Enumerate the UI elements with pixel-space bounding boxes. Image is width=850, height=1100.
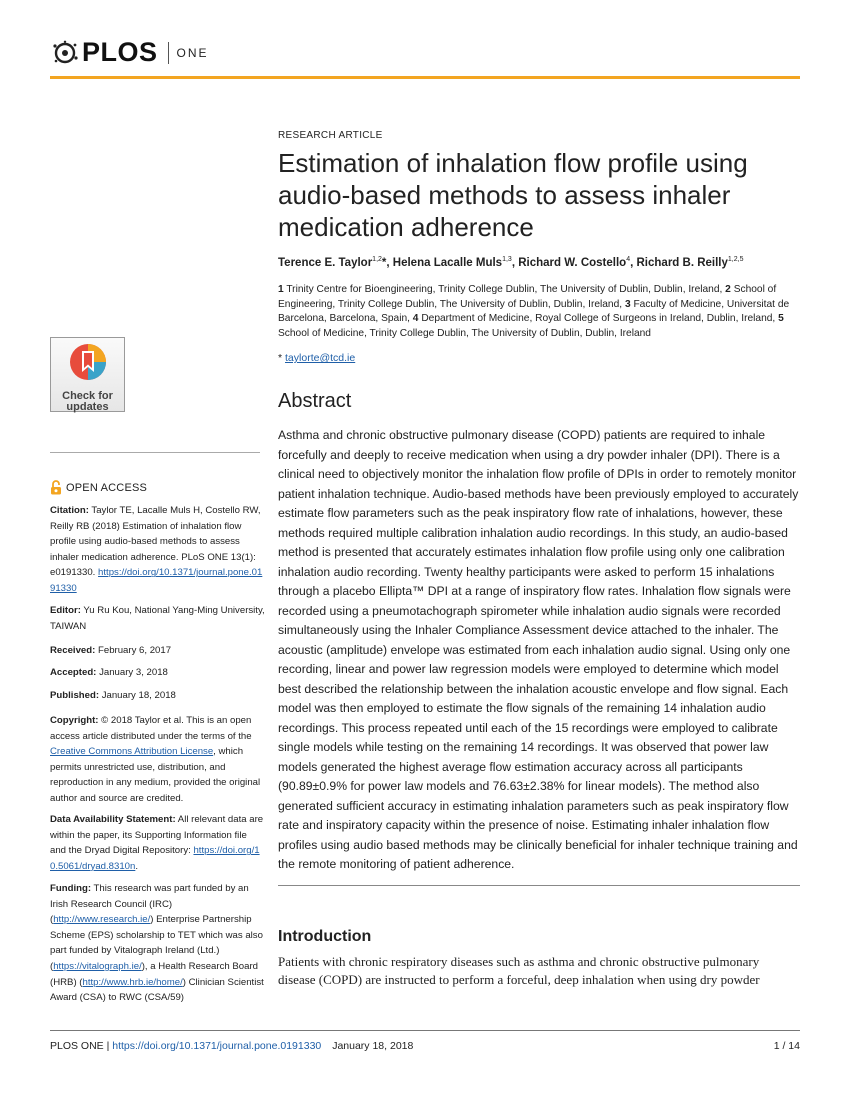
citation-block [50, 503, 265, 597]
affiliation-text: School of Medicine, Trinity College Dublin, The University of Dublin, Dublin, Ireland [278, 327, 651, 339]
affiliation-text: School of Engineering, Trinity College Dublin, The University of Dublin, Dublin, Ireland, [278, 284, 777, 310]
hrb-link[interactable]: http://www.hrb.ie/home/ [82, 976, 183, 988]
bookmark-icon [68, 342, 108, 382]
data-availability-text: All relevant data are within the paper, its Supporting Information file and the Dryad Digital Repository: [50, 814, 264, 857]
footer-journal: PLOS ONE [50, 1040, 104, 1052]
journal-name: ONE [176, 45, 209, 60]
citation-label: Citation: [50, 505, 89, 516]
funding-text-4: ) Clinician Scientist Award (CSA) to RWC (CSA/59) [50, 976, 264, 1004]
footer-rule [50, 1030, 800, 1031]
affiliation-text: Trinity Centre for Bioengineering, Trinity College Dublin, The University of Dublin, Dublin, Ireland, [286, 284, 726, 295]
author-separator: , [630, 256, 637, 269]
affiliation-number: 1 [278, 284, 284, 295]
citation-doi-link[interactable]: https://doi.org/10.1371/journal.pone.0191330 [50, 567, 263, 594]
author-name[interactable]: Helena Lacalle Muls [392, 256, 503, 269]
abstract-heading: Abstract [278, 390, 352, 412]
published-date: January 18, 2018 [101, 690, 176, 701]
footer [50, 1040, 413, 1052]
open-access-label: OPEN ACCESS [66, 481, 148, 494]
check-updates-line2: updates [66, 401, 109, 413]
irc-link[interactable]: http://www.research.ie/ [53, 914, 151, 926]
header-rule [50, 76, 800, 79]
affiliations [278, 283, 800, 341]
author-separator: , [511, 256, 519, 269]
footer-date: January 18, 2018 [332, 1040, 414, 1052]
author-list [278, 256, 743, 269]
funding-text-3: ), a Health Research Board (HRB) ( [50, 960, 258, 988]
author-affil-sup: 1,2 [372, 256, 382, 263]
open-lock-icon [50, 480, 62, 495]
affiliation-number: 5 [778, 313, 784, 325]
introduction-text: Patients with chronic respiratory diseases such as asthma and chronic obstructive pulmonary disease (COPD) are instructed to perform a forceful, deep inhalation when using dry powder [278, 954, 760, 987]
corresponding-asterisk: * [278, 352, 283, 364]
funding-text-1: This research was part funded by an Irish Research Council (IRC) ( [50, 883, 249, 926]
abstract-divider [278, 885, 800, 886]
data-availability-block [50, 812, 265, 874]
affiliation-text: Department of Medicine, Royal College of Surgeons in Ireland, Dublin, Ireland, [421, 313, 779, 325]
received-date: February 6, 2017 [98, 645, 172, 656]
copyright-text-end: , which permits unrestricted use, distribution, and reproduction in any medium, provided the original author and source are credited. [50, 746, 261, 804]
article-title: Estimation of inhalation flow profile using audio-based methods to assess inhaler medication adherence [278, 148, 748, 242]
data-availability-label: Data Availability Statement: [50, 814, 176, 825]
funding-text-2: ) Enterprise Partnership Scheme (EPS) scholarship to TET which was also part funded by Vitalograph Ireland (Ltd.) ( [50, 914, 263, 972]
corresponding-email-link[interactable]: taylorte@tcd.ie [285, 352, 356, 364]
accepted-label: Accepted: [50, 667, 97, 678]
affiliation-number: 4 [412, 313, 419, 325]
published-block [50, 688, 265, 704]
accepted-date: January 3, 2018 [99, 667, 168, 678]
corresponding-author [278, 352, 355, 364]
copyright-label: Copyright: [50, 715, 99, 726]
editor-label: Editor: [50, 605, 81, 616]
page-number: 1 / 14 [773, 1040, 800, 1052]
author-name[interactable]: Terence E. Taylor [278, 256, 373, 269]
open-access-badge [50, 480, 147, 495]
data-availability-end: . [135, 860, 139, 872]
abstract-text: Asthma and chronic obstructive pulmonary disease (COPD) patients are required to inhale forcefully and deeply to receive medication when using a dry powder inhaler (DPI). There is a clinical need to objectively monitor the inhalation flow profile of DPIs in order to remotely monitor patient inhalation technique. Audio-based methods have been previously employed to accurately estimate flow parameters such as the peak inspiratory flow rate of inhalations, however, these methods required multiple calibration inhalation audio recordings. In this study, an audio-based method is presented that accurately estimates inhalation flow profile using only one calibration inhalation audio recording. Twenty healthy participants were asked to perform 15 inhalations through a placebo Ellipta™ DPI at a range of inspiratory flow rates. Inhalation flow signals were recorded using a pneumotachograph spirometer while inhalation audio signals were recorded simultaneously using the Inhaler Compliance Assessment device attached to the inhaler. The acoustic (amplitude) envelope was estimated from each inhalation audio signal. Using only one recording, linear and power law regression models were employed to determine which model best described the relationship between the inhalation acoustic envelope and flow signal. Each model was then employed to estimate the flow signals of the remaining 14 inhalation audio recordings. This process repeated until each of the 15 recordings were employed to calibrate single models while testing on the remaining 14 recordings. It was observed that power law models generated the highest average flow estimation accuracy across all participants (90.89±0.9% for power law models and 76.63±2.38% for linear models). The method also generated sufficient accuracy in estimating inhalation parameters such as peak inspiratory flow rate and inspiratory capacity within the presence of noise. Estimating inhaler inhalation flow profiles using audio based methods may be clinically beneficial for inhaler technique training and the remote monitoring of patient adherence. [278, 428, 799, 871]
author-separator: , [386, 256, 393, 269]
affiliation-text: Faculty of Medicine, Universitat de Barcelona, Barcelona, Spain, [278, 298, 790, 325]
received-block [50, 643, 265, 659]
vitalograph-link[interactable]: https://vitalograph.ie/ [53, 960, 142, 972]
license-link[interactable]: Creative Commons Attribution License [50, 746, 214, 758]
logo-divider [168, 42, 169, 64]
author-affil-sup: 1,2,5 [727, 256, 744, 263]
author-affil-sup: 4 [626, 256, 631, 263]
affiliation-number: 2 [725, 284, 731, 295]
copyright-text: © 2018 Taylor et al. This is an open access article distributed under the terms of the [50, 715, 252, 742]
check-updates-line1: Check for [62, 390, 113, 402]
sidebar-divider [50, 452, 260, 453]
published-label: Published: [50, 690, 100, 701]
accepted-block [50, 665, 265, 681]
footer-doi-link[interactable]: https://doi.org/10.1371/journal.pone.0191330 [112, 1040, 322, 1052]
received-label: Received: [50, 645, 96, 656]
author-name[interactable]: Richard B. Reilly [636, 256, 728, 269]
check-for-updates-button[interactable] [50, 337, 125, 412]
copyright-block [50, 713, 265, 807]
dryad-link[interactable]: https://doi.org/10.5061/dryad.8310n [50, 845, 260, 872]
editor-text: Yu Ru Kou, National Yang-Ming University, TAIWAN [50, 605, 265, 632]
plos-one-logo[interactable] [52, 37, 209, 68]
brand-name: PLOS [82, 37, 158, 67]
citation-text: Taylor TE, Lacalle Muls H, Costello RW, Reilly RB (2018) Estimation of inhalation flow profile using audio-based methods to assess inhaler medication adherence. PLoS ONE 13(1): e0191330. [50, 505, 261, 579]
author-name[interactable]: Richard W. Costello [518, 256, 627, 269]
funding-block [50, 881, 265, 1006]
introduction-heading: Introduction [278, 928, 372, 945]
footer-separator: | [103, 1040, 113, 1052]
article-type: RESEARCH ARTICLE [278, 130, 383, 141]
author-affil-sup: 1,3 [502, 256, 512, 263]
editor-block [50, 603, 265, 634]
plos-logo-icon [52, 40, 78, 66]
corresponding-mark: * [381, 256, 387, 269]
funding-label: Funding: [50, 883, 92, 894]
affiliation-number: 3 [624, 298, 631, 310]
